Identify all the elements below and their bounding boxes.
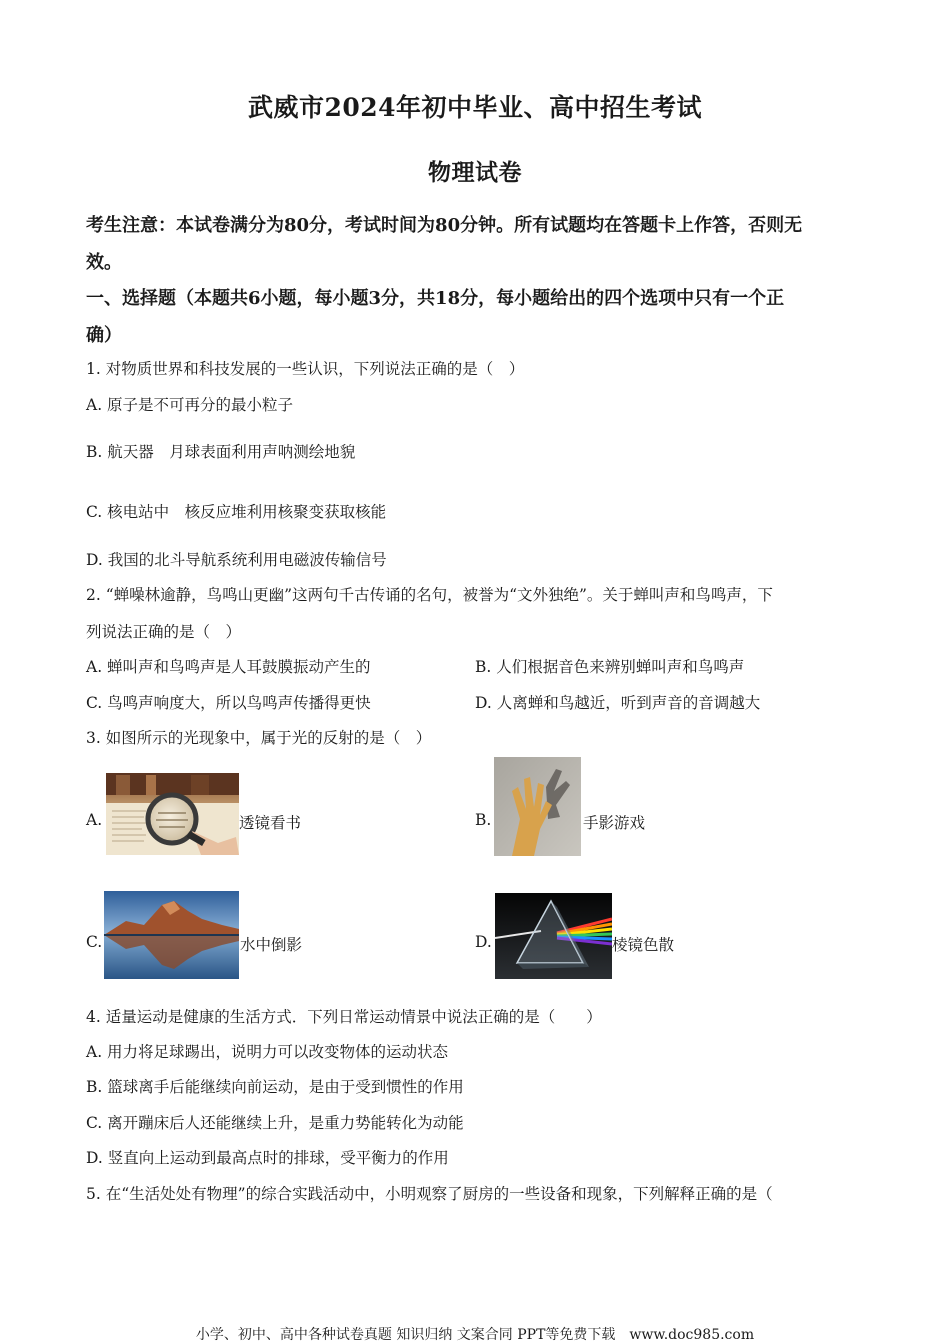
q4-option-d: D. 竖直向上运动到最高点时的排球，受平衡力的作用 xyxy=(86,1149,449,1167)
q2-option-c: C. 鸟鸣声响度大，所以鸟鸣声传播得更快 xyxy=(86,694,371,712)
q3-option-d-caption: 棱镜色散 xyxy=(612,936,675,954)
hand-shadow-image xyxy=(494,757,581,856)
q2-stem-line-1: 2. “蝉噪林逾静，鸟鸣山更幽”这两句千古传诵的名句，被誉为“文外独绝”。关于蝉叫声和鸟鸣声，下 xyxy=(86,586,773,604)
section1-heading-line-2: 确） xyxy=(86,325,122,346)
q3-option-a-letter: A. xyxy=(86,811,103,829)
q1-option-d: D. 我国的北斗导航系统利用电磁波传输信号 xyxy=(86,551,387,569)
q1-option-c: C. 核电站中 核反应堆利用核聚变获取核能 xyxy=(86,503,387,521)
q3-option-b-letter: B. xyxy=(475,811,492,829)
q4-option-c: C. 离开蹦床后人还能继续上升，是重力势能转化为动能 xyxy=(86,1114,464,1132)
q3-option-b-caption: 手影游戏 xyxy=(583,814,646,832)
page-footer: 小学、初中、高中各种试卷真题 知识归纳 文案合同 PPT等免费下载 www.doc985.com xyxy=(195,1327,755,1343)
q1-option-b: B. 航天器 月球表面利用声呐测绘地貌 xyxy=(86,443,356,461)
q3-option-c-caption: 水中倒影 xyxy=(240,936,303,954)
q4-stem: 4. 适量运动是健康的生活方式．下列日常运动情景中说法正确的是（ ） xyxy=(86,1008,602,1026)
q3-option-d-letter: D. xyxy=(475,933,492,951)
q4-option-b: B. 篮球离手后能继续向前运动，是由于受到惯性的作用 xyxy=(86,1078,464,1096)
exam-title: 武威市2024年初中毕业、高中招生考试 xyxy=(247,93,703,122)
q3-option-a-caption: 透镜看书 xyxy=(239,814,302,832)
notice-line-2: 效。 xyxy=(86,252,122,273)
subject-title: 物理试卷 xyxy=(428,159,522,186)
q2-option-b: B. 人们根据音色来辨别蝉叫声和鸟鸣声 xyxy=(475,658,745,676)
q5-stem: 5. 在“生活处处有物理”的综合实践活动中，小明观察了厨房的一些设备和现象，下列解释正确的是（ xyxy=(86,1185,773,1203)
q3-option-c-letter: C. xyxy=(86,933,103,951)
q4-option-a: A. 用力将足球踢出，说明力可以改变物体的运动状态 xyxy=(86,1043,449,1061)
q1-stem: 1. 对物质世界和科技发展的一些认识，下列说法正确的是（ ） xyxy=(86,360,525,378)
q2-option-a: A. 蝉叫声和鸟鸣声是人耳鼓膜振动产生的 xyxy=(86,658,371,676)
q3-stem: 3. 如图所示的光现象中，属于光的反射的是（ ） xyxy=(86,729,432,747)
q2-option-d: D. 人离蝉和鸟越近，听到声音的音调越大 xyxy=(475,694,761,712)
q1-option-a: A. 原子是不可再分的最小粒子 xyxy=(86,396,294,414)
magnifier-reading-image xyxy=(106,773,239,855)
q2-stem-line-2: 列说法正确的是（ ） xyxy=(86,623,242,641)
section1-heading-line-1: 一、选择题（本题共6小题，每小题3分，共18分，每小题给出的四个选项中只有一个正 xyxy=(86,288,785,309)
prism-dispersion-image xyxy=(495,893,612,979)
notice-line-1: 考生注意：本试卷满分为80分，考试时间为80分钟。所有试题均在答题卡上作答，否则无 xyxy=(86,215,803,236)
mountain-reflection-image xyxy=(104,891,239,979)
